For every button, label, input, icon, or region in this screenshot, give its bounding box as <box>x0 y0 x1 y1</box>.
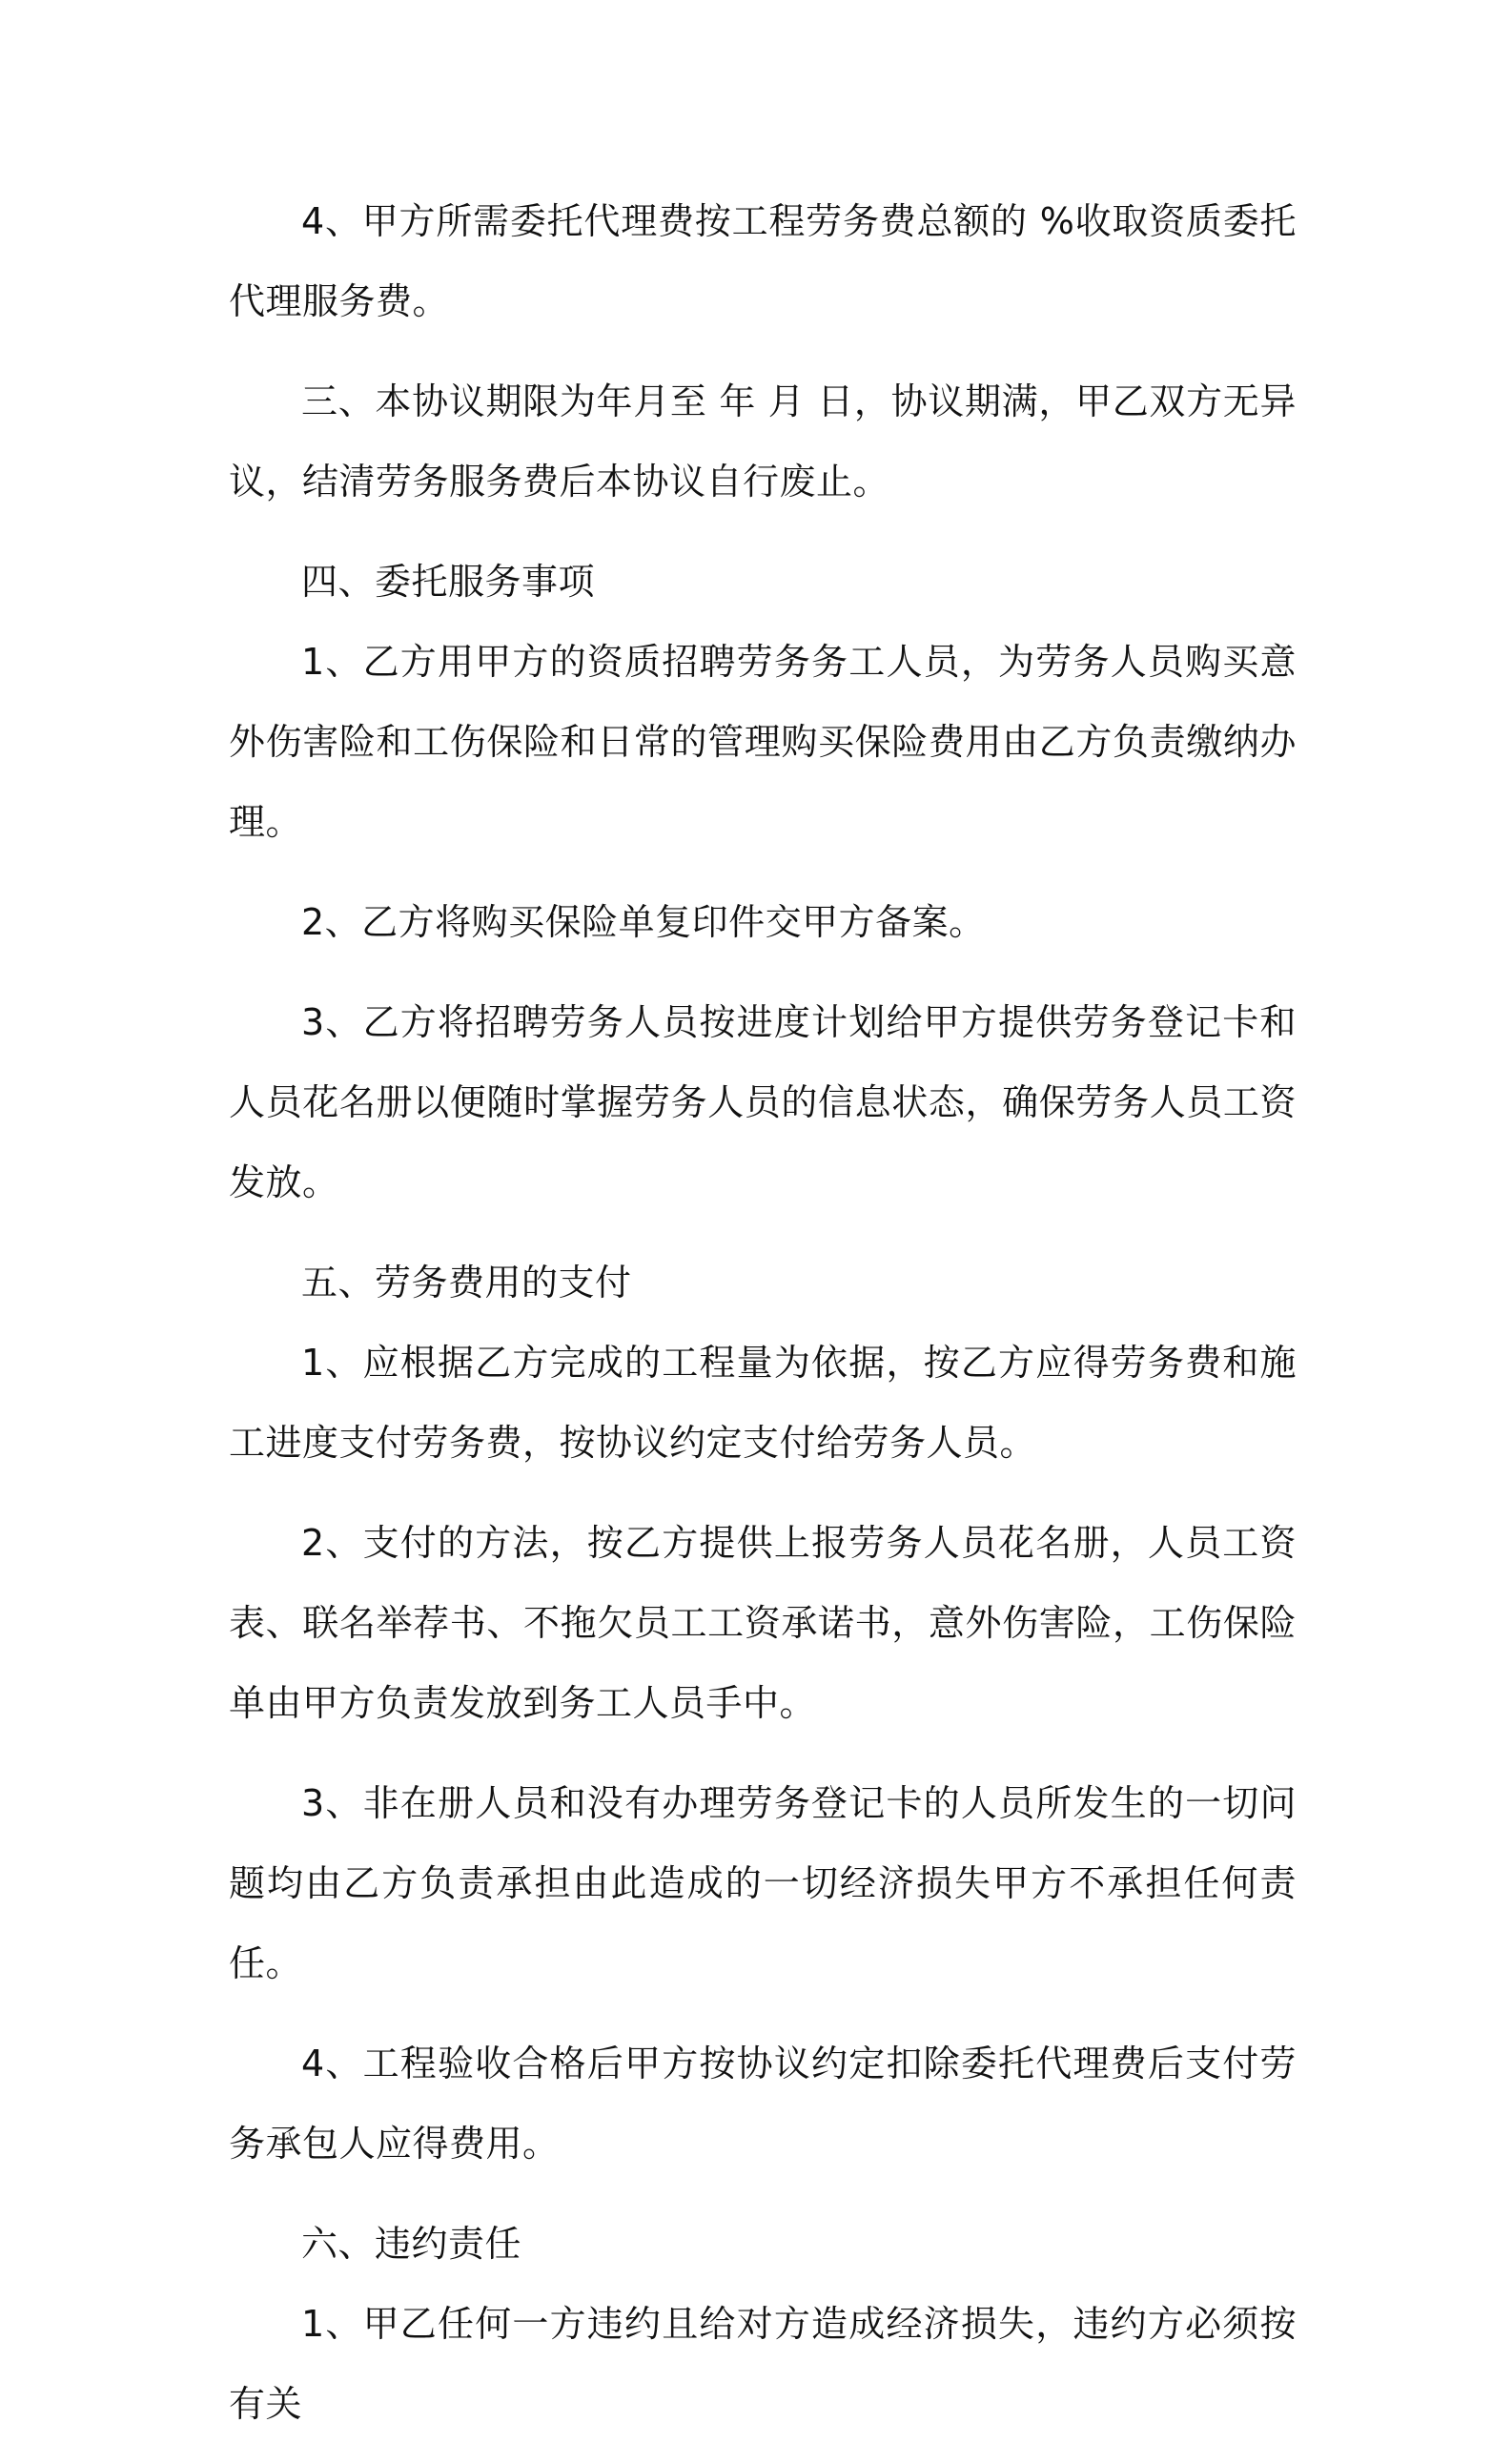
paragraph-6-1: 1、甲乙任何一方违约且给对方造成经济损失，违约方必须按有关 <box>229 2303 1297 2425</box>
paragraph-5-2: 2、支付的方法，按乙方提供上报劳务人员花名册，人员工资表、联名举荐书、不拖欠员工工资承诺书，意外伤害险，工伤保险单由甲方负责发放到务工人员手中。 <box>229 1522 1297 1724</box>
paragraph-5-4: 4、工程验收合格后甲方按协议约定扣除委托代理费后支付劳务承包人应得费用。 <box>229 2043 1297 2165</box>
section-heading-6: 六、违约责任 <box>301 2223 522 2265</box>
paragraph-4-2: 2、乙方将购买保险单复印件交甲方备案。 <box>301 901 986 943</box>
paragraph-4-3: 3、乙方将招聘劳务人员按进度计划给甲方提供劳务登记卡和人员花名册以便随时掌握劳务人员的信息状态，确保劳务人员工资发放。 <box>229 1001 1297 1203</box>
paragraph-4-1: 1、乙方用甲方的资质招聘劳务务工人员，为劳务人员购买意外伤害险和工伤保险和日常的管理购买保险费用由乙方负责缴纳办理。 <box>229 641 1297 843</box>
paragraph-5-3: 3、非在册人员和没有办理劳务登记卡的人员所发生的一切问题均由乙方负责承担由此造成的一切经济损失甲方不承担任何责任。 <box>229 1782 1297 1984</box>
paragraph-5-1: 1、应根据乙方完成的工程量为依据，按乙方应得劳务费和施工进度支付劳务费，按协议约定支付给劳务人员。 <box>229 1342 1297 1464</box>
section-heading-5: 五、劳务费用的支付 <box>301 1262 632 1304</box>
document-body <box>229 181 1297 2464</box>
paragraph-section-3-term: 三、本协议期限为年月至 年 月 日，协议期满，甲乙双方无异议，结清劳务服务费后本协议自行废止。 <box>229 380 1297 503</box>
paragraph-fee-rate: 4、甲方所需委托代理费按工程劳务费总额的 %收取资质委托代理服务费。 <box>229 200 1297 322</box>
section-heading-4: 四、委托服务事项 <box>301 561 596 603</box>
